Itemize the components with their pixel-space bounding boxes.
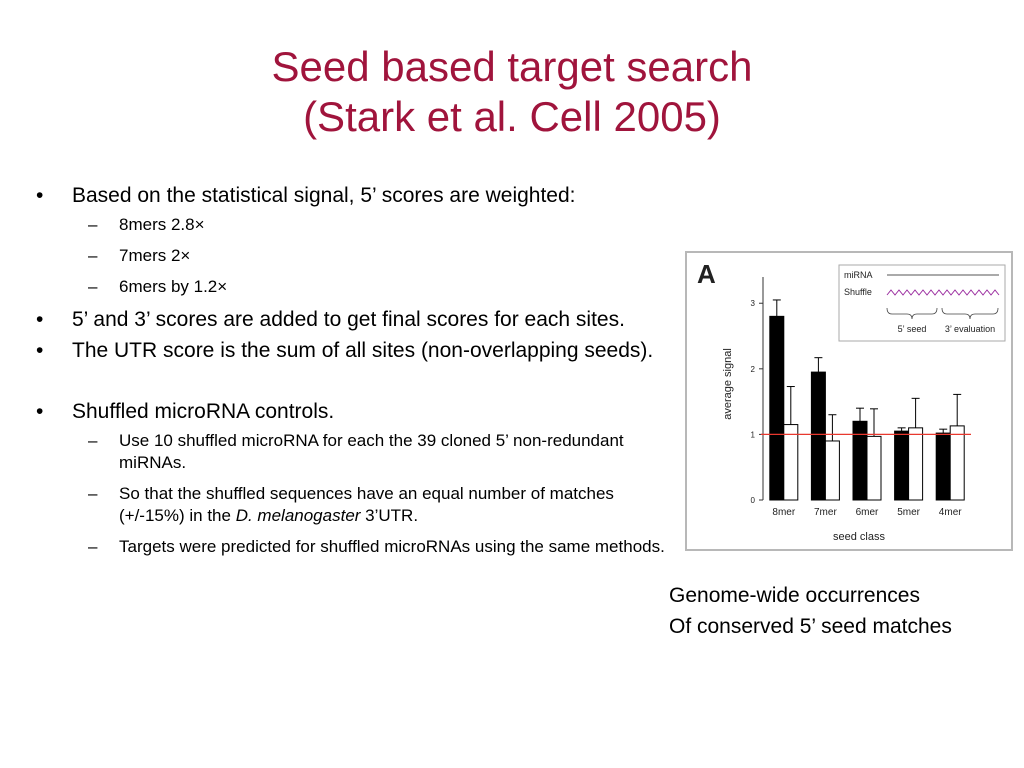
bar-mirna-6mer [853,421,867,500]
y-tick-label: 1 [750,430,755,440]
sub-bullet-item [30,430,670,474]
y-tick-label: 2 [750,364,755,374]
bar-mirna-5mer [895,431,909,500]
sub-bullet-text: Use 10 shuffled microRNA for each the 39 cloned 5’ non-redundant miRNAs. [119,431,624,472]
legend-seed-label: 5’ seed [897,324,927,334]
bar-chart [687,253,1011,549]
sub-bullet-text-pre: So that the shuffled sequences have an equal number of matches (+/-15%) in the [119,484,614,525]
dash-marker: – [88,484,98,503]
panel-label: A [697,259,716,289]
x-tick-label-6mer: 6mer [855,507,879,518]
dash-marker: – [88,537,98,556]
bar-mirna-4mer [936,433,950,500]
bullet-item [30,338,670,364]
bullet-item [30,307,670,333]
sub-bullet-text: 7mers 2× [119,246,191,265]
legend-mirna-label: miRNA [844,270,873,280]
legend-shuffle-label: Shuffle [844,287,872,297]
dash-marker: – [88,246,98,265]
bar-shuffle-5mer [909,428,923,500]
y-tick-label: 3 [750,299,755,309]
figure-caption [669,580,952,642]
x-tick-label-7mer: 7mer [814,507,837,518]
sub-bullet-item [30,536,670,558]
slide-title [0,42,1024,142]
sub-bullet-item [30,245,670,267]
x-tick-label-8mer: 8mer [772,507,796,518]
title-line-2: (Stark et al. Cell 2005) [303,93,721,140]
bar-shuffle-4mer [950,426,964,500]
x-tick-label-4mer: 4mer [938,507,962,518]
bar-mirna-7mer [811,372,825,500]
caption-line-2: Of conserved 5’ seed matches [669,615,952,638]
dash-marker: – [88,277,98,296]
bullet-marker: • [36,308,44,331]
bullet-item [30,183,670,209]
dash-marker: – [88,215,98,234]
x-axis-label: seed class [833,531,885,543]
sub-bullet-text: Targets were predicted for shuffled microRNAs using the same methods. [119,537,665,556]
figure-panel [685,251,1013,551]
bullet-item [30,399,670,425]
legend-evaluation-label: 3’ evaluation [944,324,996,334]
sub-bullet-text [119,484,614,525]
y-axis-label: average signal [722,348,734,420]
sub-bullet-text-post: 3’UTR. [360,506,419,525]
y-tick-label: 0 [750,496,755,505]
species-name: D. melanogaster [235,506,361,525]
bullet-list [30,183,670,567]
bullet-marker: • [36,184,44,207]
sub-bullet-item [30,483,670,527]
bullet-text: The UTR score is the sum of all sites (non-overlapping seeds). [72,339,654,362]
bar-mirna-8mer [770,316,784,500]
title-line-1: Seed based target search [271,43,753,90]
bar-shuffle-8mer [784,425,798,500]
bar-shuffle-6mer [867,436,881,500]
bullet-text: 5’ and 3’ scores are added to get final scores for each sites. [72,308,625,331]
sub-bullet-item [30,276,670,298]
chart-legend [839,265,1005,341]
dash-marker: – [88,431,98,450]
x-tick-label-5mer: 5mer [897,507,920,518]
sub-bullet-text: 8mers 2.8× [119,215,205,234]
bar-shuffle-7mer [825,441,839,500]
bullet-marker: • [36,339,44,362]
bullet-text: Based on the statistical signal, 5’ scores are weighted: [72,184,576,207]
bullet-text: Shuffled microRNA controls. [72,400,335,423]
caption-line-1: Genome-wide occurrences [669,584,920,607]
bullet-marker: • [36,400,44,423]
sub-bullet-item [30,214,670,236]
sub-bullet-text: 6mers by 1.2× [119,277,228,296]
